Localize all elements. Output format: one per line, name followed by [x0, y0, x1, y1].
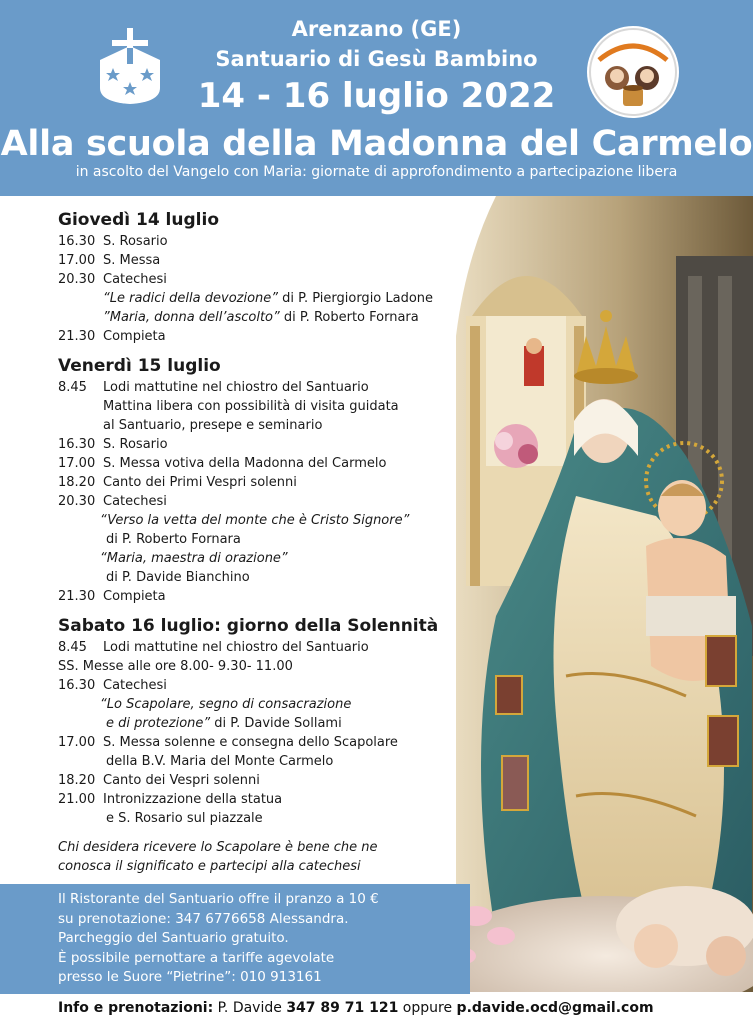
- schedule-row: 8.45 Lodi mattutine nel chiostro del Santuario: [58, 380, 369, 395]
- schedule-row: 20.30 Catechesi: [58, 494, 167, 509]
- contact-label: Info e prenotazioni:: [58, 1000, 214, 1016]
- schedule-row: 21.30 Compieta: [58, 589, 166, 604]
- header-sanctuary: Santuario di Gesù Bambino: [215, 47, 538, 71]
- schedule-row: 20.30 Catechesi: [58, 272, 167, 287]
- schedule-row: 16.30 S. Rosario: [58, 437, 168, 452]
- madonna-del-carmelo-statue-image: [456, 196, 753, 992]
- schedule-continuation: della B.V. Maria del Monte Carmelo: [106, 754, 334, 769]
- schedule-row: 17.00 S. Messa: [58, 253, 161, 268]
- contact-or: oppure: [398, 1000, 457, 1016]
- schedule-continuation: Mattina libera con possibilità di visita guidata: [103, 399, 399, 414]
- info-line-parking: Parcheggio del Santuario gratuito.: [58, 930, 289, 946]
- catechesis-line: e di protezione” di P. Davide Sollami: [106, 716, 342, 731]
- catechesis-speaker: di P. Davide Bianchino: [106, 570, 250, 585]
- schedule-row: 21.30 Compieta: [58, 329, 166, 344]
- logo-illustration-icon: [587, 26, 679, 118]
- schedule-continuation: e S. Rosario sul piazzale: [106, 811, 263, 826]
- day-heading-thursday: Giovedì 14 luglio: [58, 210, 219, 230]
- contact-footer: [58, 1000, 654, 1016]
- info-line-restaurant: Il Ristorante del Santuario offre il pranzo a 10 €: [58, 891, 379, 907]
- page-subtitle: in ascolto del Vangelo con Maria: giornate di approfondimento a partecipazione libera: [75, 164, 678, 180]
- info-line-sisters: presso le Suore “Pietrine”: 010 913161: [58, 969, 322, 985]
- catechesis-title: “Lo Scapolare, segno di consacrazione: [100, 697, 352, 712]
- schedule-row: 8.45 Lodi mattutine nel chiostro del Santuario: [58, 640, 369, 655]
- header-dates: 14 - 16 luglio 2022: [197, 76, 556, 116]
- header-banner: [0, 0, 753, 196]
- day-heading-saturday: Sabato 16 luglio: giorno della Solennità: [58, 616, 439, 636]
- info-line-booking: su prenotazione: 347 6776658 Alessandra.: [58, 910, 349, 927]
- catechesis-line: “Le radici della devozione” di P. Piergiorgio Ladone: [103, 291, 434, 306]
- page-title: Alla scuola della Madonna del Carmelo: [0, 124, 753, 164]
- catechesis-speaker: di P. Roberto Fornara: [106, 532, 241, 547]
- schedule-row: 21.00 Intronizzazione della statua: [58, 792, 283, 807]
- header-city: Arenzano (GE): [291, 17, 462, 41]
- info-line-lodging: È possibile pernottare a tariffe agevolate: [58, 949, 335, 966]
- schedule-row: 18.20 Canto dei Vespri solenni: [58, 773, 260, 788]
- schedule-row: 17.00 S. Messa solenne e consegna dello Scapolare: [58, 735, 398, 750]
- schedule-continuation: al Santuario, presepe e seminario: [103, 418, 323, 433]
- schedule-row: 16.30 Catechesi: [58, 678, 167, 693]
- info-box: [0, 884, 470, 994]
- contact-email[interactable]: p.davide.ocd@gmail.com: [456, 1000, 654, 1016]
- caffe-carmelitano-logo: [587, 26, 679, 118]
- schedule-row: 18.20 Canto dei Primi Vespri solenni: [58, 475, 297, 490]
- schedule-row: 16.30 S. Rosario: [58, 234, 168, 249]
- program-schedule: [58, 208, 458, 876]
- masses-line: SS. Messe alle ore 8.00- 9.30- 11.00: [58, 659, 293, 674]
- schedule-row: 17.00 S. Messa votiva della Madonna del Carmelo: [58, 456, 387, 471]
- catechesis-title: “Maria, maestra di orazione”: [100, 551, 288, 566]
- scapular-note: Chi desidera ricevere lo Scapolare è bene che ne conosca il significato e partecipi alla catechesi: [58, 840, 378, 874]
- contact-name: P. Davide: [213, 1000, 287, 1016]
- contact-phone[interactable]: 347 89 71 121: [286, 1000, 399, 1016]
- catechesis-line: ”Maria, donna dell’ascolto” di P. Roberto Fornara: [103, 310, 419, 325]
- catechesis-title: “Verso la vetta del monte che è Cristo Signore”: [100, 513, 410, 528]
- day-heading-friday: Venerdì 15 luglio: [58, 356, 221, 376]
